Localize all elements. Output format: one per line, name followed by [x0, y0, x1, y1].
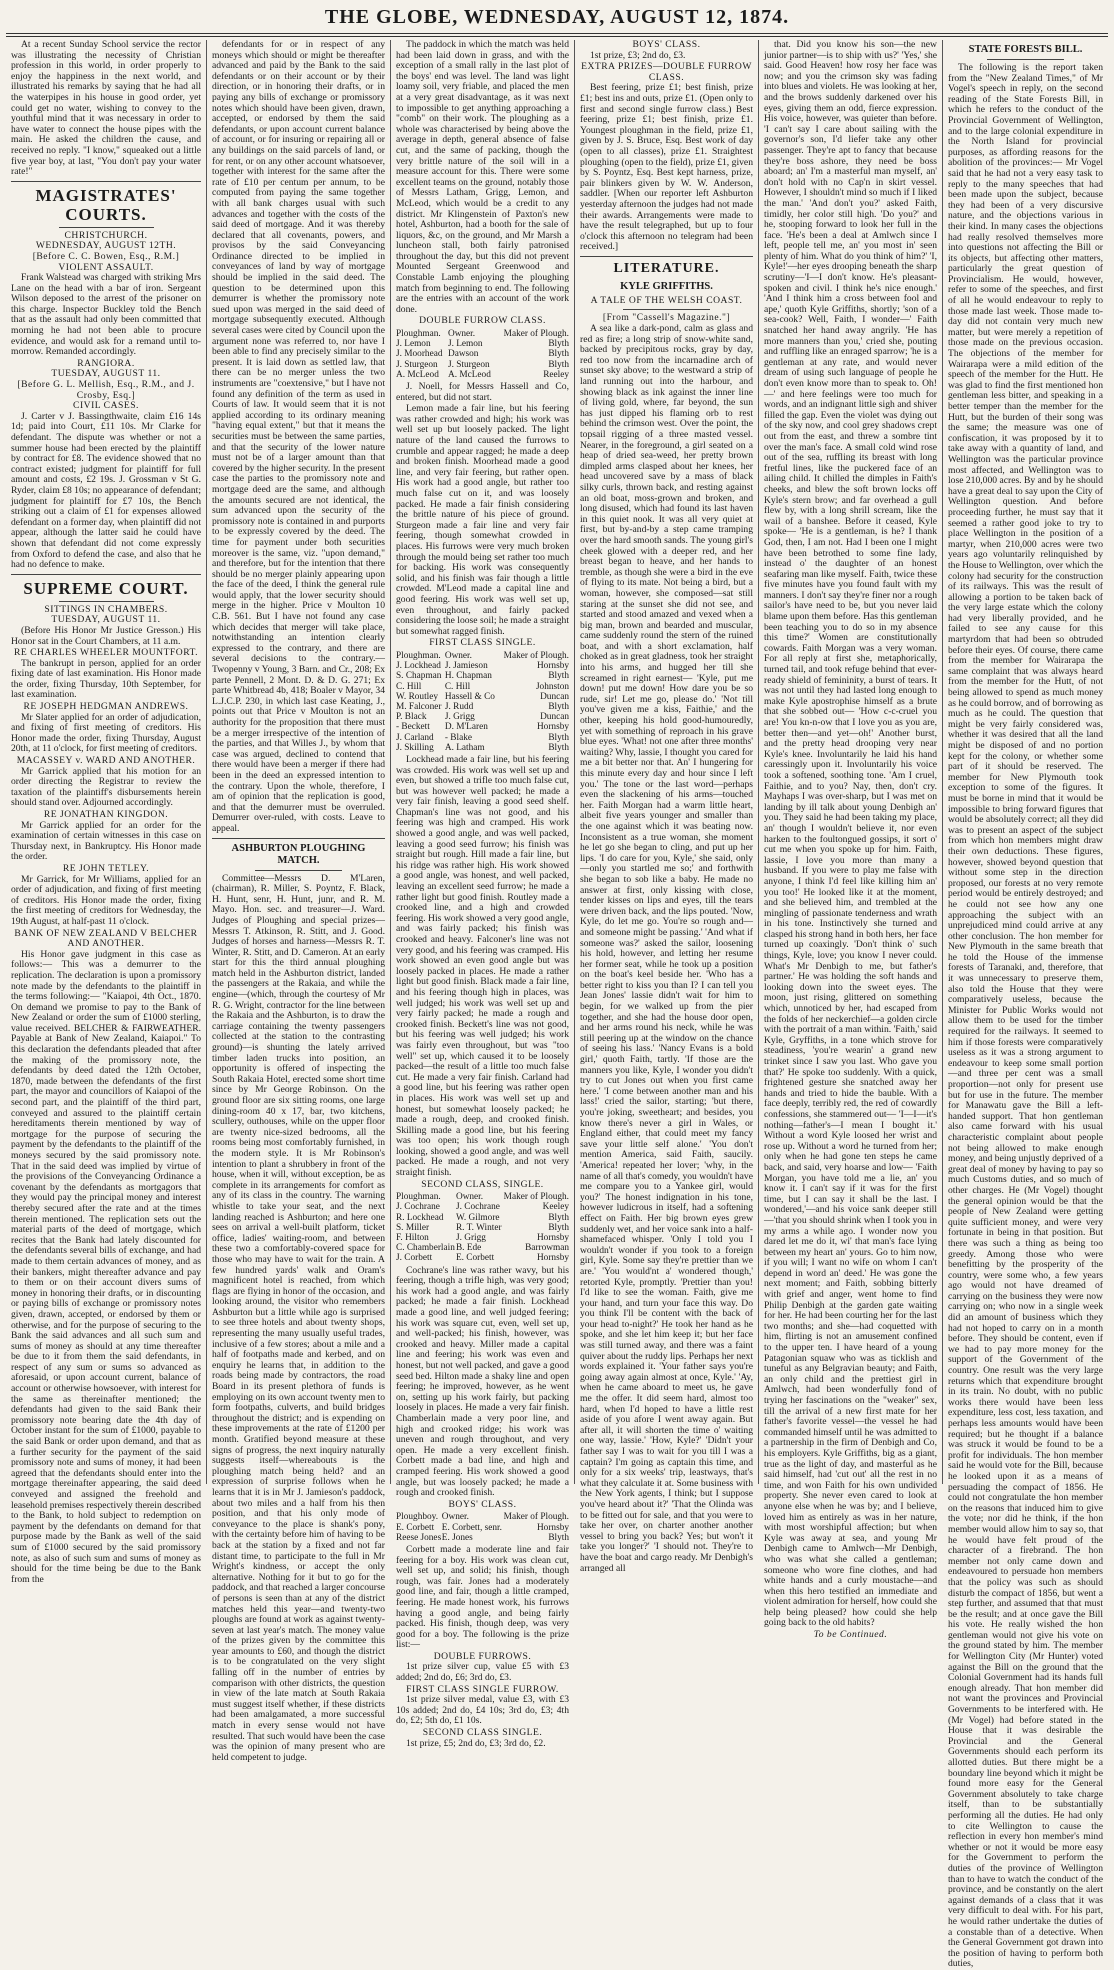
table-cell: J. Jamieson	[444, 661, 488, 672]
table-header: Maker of Plough.	[503, 329, 569, 340]
table-cell: C. Chamberlain	[396, 1243, 455, 1254]
table-cell: M. Falconer	[396, 701, 442, 712]
double-furrow-table	[396, 329, 569, 380]
table-cell: Duncan	[540, 691, 569, 702]
table-cell: R. Lockhead	[396, 1212, 444, 1223]
table-header: Ploughman.	[396, 650, 441, 661]
table-row	[396, 682, 569, 692]
table-row	[396, 743, 569, 753]
table-cell: Keeley	[542, 1202, 569, 1213]
christchurch-heading: CHRISTCHURCH.	[64, 229, 148, 241]
column-2	[206, 39, 390, 1763]
boys-class-report: Corbett made a moderate line and fair feering for a boy. His work was clean cut, well set up, and solid; his finish, though rough, was fair. Jones had a moderately good line, and fair, though a little cramped, feering. He made honest work, his furrows having a good angle, and being fairly packed. His finish, though deep, was very good for a boy. The following is the prize list:—	[396, 1543, 569, 1651]
table-row	[396, 1223, 569, 1233]
table-cell: J. Corbett	[396, 1253, 433, 1264]
table-cell: Hornsby	[536, 1233, 569, 1244]
table-cell: Johnston	[535, 681, 569, 692]
table-cell: J. Cochrane	[455, 1202, 500, 1213]
table-header: Maker of Plough.	[503, 1192, 569, 1203]
table-cell: J. Grigg	[455, 1233, 486, 1244]
table-cell: J. Rudd	[444, 701, 474, 712]
violent-assault-heading: VIOLENT ASSAULT.	[58, 261, 154, 273]
prize-text: 1st prize silver medal, value £3, with £3 10s added; 2nd do, £4 10s; 3rd do, £3; 4th do, £2; 5th do, £1 10s.	[396, 1694, 569, 1727]
christchurch-before: [Before C. C. Bowen, Esq., R.M.]	[32, 250, 180, 262]
table-header-row	[396, 329, 569, 339]
table-cell: Blyth	[548, 742, 569, 753]
divider	[623, 309, 710, 310]
table-header-row	[396, 1512, 569, 1522]
table-header: Maker of Plough.	[503, 1512, 569, 1523]
table-header: Owner.	[444, 650, 472, 661]
extra-prizes-text: Best feering, prize £1; best finish, prize £1; best ins and outs, prize £1. (Open only to first and second single furrow class.) Best feering, prize £1; best finish, prize £1. Youngest ploughman in the field, prize £1, given by J. S. Bruce, Esq. Best work of day (open to all classes), prize £1. Straightest ploughing (open to the field), prize £1, given by S. Poyntz, Esq. Best kept harness, prize, pair blinkers given by W. W. Anderson, saddler. [When our reporter left Ashburton yesterday afternoon the judges had not made their awards. Arrangements were made to have the result telegraphed, but up to four o'clock this afternoon no telegram had been received.]	[580, 82, 753, 253]
table-header: Owner.	[455, 1192, 484, 1203]
table-cell: E. Jones	[441, 1532, 473, 1543]
masthead-rule	[6, 33, 1108, 34]
table-cell: Barrowman	[525, 1243, 569, 1254]
table-cell: Hornsby	[536, 661, 569, 672]
ashburton-text: Committee—Messrs D. M'Laren, (chairman), R. Miller, S. Poyntz, F. Black, H. Hunt, senr, H. Hunt, junr, and R. M. Mayo. Hon. sec. and treasurer—J. Ward. Judges of Ploughing and special prizes—Messrs T. Atkinson, R. Stitt, and J. Good. Judges of horses and harness—Messrs R. T. Winter, R. Stitt, and D. Cameron. At an early start for this the third annual ploughing match held in the Ashburton district, landed the passengers at the Rakaia, and while the engine—(which, through the courtesy of Mr R. G. Wright, contractor for the line between the Rakaia and the Ashburton, is to draw the carriage containing the twenty passengers collected at the station to the contrasting ground)—is shunting the lately arrived timber laden trucks into position, an opportunity is offered of inspecting the South Rakaia Hotel, erected some short time since by Mr George Robinson. On the ground floor are six sitting rooms, one large dining-room 40 x 17, bar, two kitchens, scullery, outhouses, while on the upper floor are twenty nice-sized bedrooms, all the rooms being most comfortably furnished, in the modern style. It is Mr Robinson's intention to plant a shrubbery in front of the house, when it will, without exception, be as complete in its arrangements for comfort as any of its class in the country. The warning whistle to take your seat, and the next landing reached is Ashburton; and here one sees on arrival a well-built platform, ticket office, ladies' waiting-room, and between these two a comfortably-covered space for those who may have to wait for the train. A few hundred yards' walk and Oram's magnificent hotel is reached, from which flags are flying in honor of the occasion, and looking around, the visitor who remembers Ashburton but a little while ago is surprised to see three hotels and about twenty shops, representing the many usually useful trades, inclusive of a few stores; about a mile and a half of footpaths made and kerbed, and on enquiry he learns that, in addition to the roads being made by contractors, the road Board in its present plethora of funds is employing on its own account twenty men to form footpaths, culverts, and build bridges throughout the district; and is expending on these improvements at the rate of £1200 per month. Gratified beyond measure at these signs of progress, the next inquiry naturally suggests itself—whereabouts is the ploughing match being held? and an expression of surprise follows when he learns that it is in Mr J. Jamieson's paddock, about two miles and a half from his then position, and that his only mode of conveyance to the place is shank's pony, with the certainty before him of having to be back at the station by a fixed and not far distant time, to participate to the full in Mr Wright's kindness, or accept the only alternative. Nothing for it but to go for the paddock, and that reached a larger concourse of persons is seen than at any of the district matches held this year—and twenty-two ploughs are found at work as against twenty-seven at last year's match. The money value of the prizes given by the committee this year amounts to £60, and though the district is to be congratulated on the very slight falling off in the number of entries by comparison with other districts, the question in view of the late match at South Rakaia must suggest itself whether, if these districts had been amalgamated, a more successful match in every sense would not have resulted. That such would have been the case was the opinion of many present who are held competent to judge.	[212, 872, 385, 1763]
columns	[6, 39, 1108, 1970]
to-be-continued: To be Continued.	[813, 1629, 888, 1641]
table-row	[396, 661, 569, 671]
table-cell: S. Miller	[396, 1222, 430, 1233]
table-cell: Reeley	[543, 369, 569, 380]
story-text: A sea like a dark-pond, calm as glass and red as fire; a long strip of snow-white sand, backed by precipitous rocks, gray by day, red too now from the incarnadine arch of sunset sky above; to the westward a strip of land running out into the harbour, and showing black as ink against the inner line of living gold, where, far beyond, the sun has just dipped his flaming orb to rest behind the crimson west. Over the point, the topsail rigging of a three masted vessel. Nearer, in the foreground, a girl seated on a heap of dried sea-weed, her pretty brown dimpled arms clasped about her knees, her head uncovered save by a mass of black silky curls, thrown back, and resting against an old boat, moss-grown and broken, and long disused, which had found its last haven in this quiet nook. It was all very quiet at first, but by-and-by a step came tramping over the hard smooth sands. The young girl's cheek glowed with a deeper red, and her breast began to heave, and her hands to tremble, as though she were a bird in the eve of flying to its mate. Not being a bird, but a woman, however, she composed—sat still staring at the sunset she did not see, and started and stood amazed and vexed when a big man, brown and bearded and muscular, came suddenly round the stern of the ruined boat, and with a short exclamation, half choked as in great gladness, took her straight into his arms, and hugged her till she screamed in right earnest— 'Kyle, put me down! put me down! How dare you be so rude, sir! Let me go, please do.' 'Not till you've given me a kiss, Faithie,' and the other, keeping his hold good-humouredly, yet with something of reproach in his grave blue eyes. 'What! not one after three months' waiting? Why, lassie, I thought you cared for me a bit better nor that. An' I hungering for this minute every day and hour since I left you.' The tone or the last word—perhaps even the slackening of his arms—touched her. Faith Morgan had a warm little heart, albeit five years younger and smaller than the one against which it was beating now. Inconsistent as a true woman, she moment he let go she began to cling, and put up her lips. 'I do care for you, Kyle,' she said, only—only you startled me so;' and forthwith she began to sob like a baby. He made no answer at first, only kissing with close, tender kisses on lips and eyes, till the tears were driven back, and the lips pouted. 'Now, Kyle, do let me go. You're so rough and—and someone might be passing.' 'And what if someone was?' asked the sailor, loosening his hold, however, and letting her resume her former seat, while he took up a position on the boat's keel beside her. 'Who has a better right to kiss you than I? I can tell you Jean Jones' lassie didn't wait for him to begin, for we walked up from the pier together, and she had the house door open, and her arms round his neck, while he was still peering up at the window on the chance of seeing his lass.' 'Nancy Evans is a bold girl,' quoth Faith, tartly. 'If those are the manners you like, Kyle, I wonder you didn't try to cut Jones out when you first came here.' 'I come between another man and his lass!' cried the sailor, starting; 'but there, you're joking, sweetheart; and besides, you know there's never a girl in Wales, or England either, that could meet my fancy save your little self alone.' 'You don't mention America, said Faith, saucily. 'America! repeated her lover; 'why, in the name of all that's comedy, you wouldn't have me compare you to a Yankee girl, would you?' The honest indignation in his tone, however ludicrous in itself, had a softening effect on Faith. Her big brown eyes grew suddenly wet, and her voice sank into a half-shamefaced whisper. 'Only I told you I wouldn't wonder if you took to a foreign girl, Kyle. Some say they're prettier than we are.' 'You would'nt a' wondered though,' retorted Kyle, promptly. 'Prettier than you! I'd like to see the woman. Faith, give me your hand, and turn your face this way. Do you think I'll be content with the back of your head to-night?' He took her hand as he spoke, and she let him keep it; but her face was still turned away, and there was a faint quiver about the ruddy lips. Perhaps her next words explained it. 'Your father says you're going away again almost at once, Kyle.' 'Ay, when he came aboard to meet us, he gave me the offer. It did seem hard, almost too hard, when I'd hoped to have a little rest aside of you afore I went away again. But after all, it will shorten the time o' waiting one way, lassie.' 'How, Kyle?' 'Didn't your father say I was to wait for you till I was a captain? I'm going as captain this time, and only for a six weeks' trip, leastways, that's what they calculate it at. Some business with the New York agents, I think; but I suppose you've heard about it?' 'That the Olinda was to be fitted out for sale, and that you were to take her over, on charter another another vessel to bring you back? Yes; but won't it take you longer?' 'I should not. They're to have the boat and cargo ready. Mr Denbigh's arranged all	[580, 323, 753, 1574]
table-cell: A. Latham	[444, 742, 485, 753]
second-class-report: Cochrane's line was rather wavy, but his feering, though a trifle high, was very good; his work had a good angle, and was fairly packed; he made a fair finish. Lockhead made a good line, and well judged feering; his work was square cut, even, well set up, and well-packed; his finish, however, was crooked and heavy. Miller made a capital line and feering; his work was even and honest, but not well packed, and gave a good seed bed. Hilton made a shaky line and open feering; he improved, however, as he went on, setting up his work fairly, but packing loosely in places. He made a very fair finish. Chamberlain made a very poor line, and high and crooked ridge; his work was uneven and rough throughout, and very open. He made a very excellent finish. Corbett made a bad line, and high and cramped feering. His work showed a good angle, but was loosely packed; he made a rough and crooked finish.	[396, 1264, 569, 1499]
column-6	[942, 40, 1108, 1970]
first-class-report: Lockhead made a fair line, but his feering was crowded. His work was well set up and even, but showed a trifle too much false cut, but was however well packed; he made a very fair finish, leaving a good seed shelf. Chapman's line was not good, and his feering was high and cramped. His work showed a good angle, and was well packed, leaving a good seed furrow; his finish was straight but rough. Hill made a fair line, but his ridge was rather high. His work showed a good angle, was honest, and well packed, leaving an excellent seed furrow; he made a rather light but good finish. Routley made a crooked line, and a high and crowded feering. His work showed a very good angle, and was fairly packed; his finish was crooked and heavy. Falconer's line was not very good, and his feering was cramped. His work showed an even good angle but was loosely packed in places. He made a rather light but good finish. Black made a fair line, and his feering though high in places, was well judged; his work was well set up and very fairly packed; he made a rough and crooked finish. Beckett's line was not good, but his feering was well judged; his work was fairly even throughout, but was "too well" set up, which caused it to be loosely packed—the result of a little too much false cut. He made a very fair finish. Carland had a good line, but his feering was rather open in places. His work was well set up and honest, but somewhat loosely packed; he made a rough, deep, and crooked finish. Skilling made a good line, but his feering was too open; his work though rough looking, showed a good angle, and was well packed. He made a rough, and not very straight finish.	[396, 753, 569, 1179]
table-row	[396, 1243, 569, 1253]
column-4	[574, 39, 758, 1574]
divider	[987, 59, 1065, 60]
sittings-heading: SITTINGS IN CHAMBERS.	[44, 603, 168, 615]
divider	[59, 227, 154, 228]
table-header-row	[396, 651, 569, 661]
case-heading: RE CHARLES WHEELER MOUNTFORT.	[13, 647, 199, 659]
table-cell: J. Moorhead	[396, 349, 443, 360]
table-header: Ploughman.	[396, 329, 441, 340]
case-text: Mr Garrick applied for an order for the examination of certain witnesses in this case on Thursday next, in Bankruptcy. His Honor made the order.	[11, 819, 201, 863]
prize-heading: DOUBLE FURROWS.	[433, 1650, 532, 1662]
ploughing-text: The paddock in which the match was held had been laid down in grass, and with the exception of a small rally in the last plot of the boys' end was level. The land was light loamy soil, very friable, and placed the men at a very great disadvantage, as it was next to impossible to get anything approaching a "comb" on their work. The ploughing as a whole was characterised by being above the average in depth, general absence of false cut, and the same of packing, though the very brittle nature of the soil will in a measure account for this. There were some excellent teams on the ground, notably those of Messrs Latham, Grigg, Lemon, and McLeod, which would be a credit to any district. Mr Klingenstein of Paxton's new hotel, Ashburton, had a booth for the sale of liquors, &c, on the ground, and Mr Marsh a luncheon stall, both fairly patronised throughout the day, but this did not prevent Mounted Sergeant Greenwood and Constable Lamb enjoying the ploughing match from beginning to end. The following are the entries with an account of the work done.	[396, 39, 569, 315]
table-cell: Dawson	[447, 349, 479, 360]
table-header: Maker of Plough.	[503, 650, 569, 661]
case-heading: BANK OF NEW ZEALAND V BELCHER AND ANOTHER.	[14, 927, 198, 950]
sittings-before: (Before His Honor Mr Justice Gresson.) His Honor sat in the Court Chambers, at 11 a.m.	[11, 624, 201, 647]
table-cell: J. Skilling	[396, 742, 434, 753]
table-row	[396, 370, 569, 380]
table-row	[396, 349, 569, 359]
table-cell: J. Lemon	[447, 339, 483, 350]
table-row	[396, 360, 569, 370]
table-header: Owner.	[441, 1512, 469, 1523]
double-furrow-heading: DOUBLE FURROW CLASS.	[419, 315, 546, 327]
table-row	[396, 671, 569, 681]
case-heading: MACASSEY v. WARD AND ANOTHER.	[16, 755, 196, 767]
table-cell: Blyth	[548, 671, 569, 682]
case-text: His Honor gave judgment in this case as follows:— This was a demurrer to the replication. The declaration is upon a promissory note made by the defendants to the plaintiff in the terms following:— "Kaiapoi, 4th Oct., 1870. On demand we promise to pay to the Bank of New Zealand or order the sum of £1000 sterling, value received. BELCHER & FAIRWEATHER. Payable at Bank of New Zealand, Kaiapoi." To this declaration the defendants pleaded that after the making of the promissory note, the defendants by deed dated the 12th October, 1870, made between the defendants of the first part, the mayor and councillors of Kaiapoi of the second part, and the plaintiff of the third part, conveyed and assured to the plaintiff certain hereditaments therein mentioned by way of mortgage for the purpose of securing the payment by the defendants to the plaintiff of the moneys secured by the said promissory note. That in the said deed was implied by virtue of the provisions of the Conveyancing Ordinance a covenant by the defendants as mortgagors that they would pay the principal money and interest thereby secured after the rate and at the times therein mentioned. The replication sets out the material parts of the deed of mortgage, which recites that the Bank had lately discounted for the defendants several bills of exchange, and had made to them certain advances of money, and as their bankers, might thereafter advance and pay to them or on their account divers sums of money in honoring their drafts, or in discounting or paying bills of exchange or promissory notes given, drawn, accepted, or endorsed by them or otherwise, and for the purpose of securing to the Bank the said advances and all such sum and sums of money as should at any time thereafter be due to it from them the said defendants, in respect of any sum or sums so advanced as aforesaid, or upon account current, balance of account or otherwise howsoever, with interest for the same as thereinafter mentioned; the defendants had given to the said Bank their promissory note bearing date the 4th day of October instant for the sum of £1000, payable to the said Bank or order upon demand, and that as a further security for the payment of the said promissory note and sums of money, it had been agreed that the defendants should enter into the mortgage thereinafter appearing, the said deed conveyed and assigned the freehold and leasehold premises respectively therein described to the Bank, to hold subject to redemption on payment by the defendants on demand for that purpose made by the Bank as well of the said sum of £1000 secured by the said promissory note, as also of such sum and sums of money as should for the time being be due to the Bank from the	[11, 948, 201, 1585]
table-row	[396, 722, 569, 732]
table-row	[396, 1523, 569, 1533]
table-header: Ploughboy.	[396, 1512, 439, 1523]
story-title: KYLE GRIFFITHS.	[620, 280, 713, 292]
literature-heading: LITERATURE.	[613, 260, 720, 276]
table-row	[396, 712, 569, 722]
first-class-table	[396, 651, 569, 753]
table-cell: Blyth	[548, 732, 569, 743]
table-header: Ploughman.	[396, 1192, 441, 1203]
prize-text: 1st prize, £5; 2nd do, £3; 3rd do, £2.	[406, 1737, 546, 1749]
violent-assault-text: Frank Walstead was charged with striking Mrs Lane on the head with a bar of iron. Sergeant Wilson deposed to the arrest of the prisoner on this charge. Inspector Buckley told the Bench that as the assault had only been committed that morning he had not been able to procure evidence, and would ask for a remand until to-morrow. Remanded accordingly.	[11, 272, 201, 358]
table-row	[396, 1233, 569, 1243]
case-heading: RE JONATHAN KINGDON.	[43, 809, 169, 820]
divider	[255, 870, 342, 871]
table-row	[396, 1213, 569, 1223]
divider	[212, 838, 385, 839]
state-forests-text: The following is the report taken from the "New Zealand Times," of Mr Vogel's speech in reply, on the second reading of the State Forests Bill, in which he refers to the conduct of the Provincial Government of Wellington, and to the large colonial expenditure in the North Island for provincial purposes, as affording reasons for the abolition of the provinces:— Mr Vogel said that he had not a very easy task to reply to the many speeches that had been made upon the subject, because they had been of a very discursive nature, and the objections various in their kind. In many cases the objections had really resolved themselves more into questions not affecting the Bill or its objects, but affecting other matters, particularly the great question of Provincialism. He would, however, refer to some of the speeches, and first of all he would endeavour to reply to those made last week. Those made to-day did not contain very much new matter, but were merely a repetition of those made on the previous occasion. The objections of the member for Wairarapa were a mild edition of the speech of the member for the Hutt. He was glad to find the first mentioned hon gentleman less bitter, and speaking in a better temper than the member for the Hutt, but the burden of their song was the same; the measure was one of confiscation, it was proposed by it to take away with a quantity of land, and Wellington was the particular province most affected, and Wellington was to lose 210,000 acres. By and by he should have a great deal to say upon the City of Wellington question. And before proceeding further, he must say that it seemed a rather good joke to try to place Wellington in the position of a martyr, when 210,000 acres were two years ago voluntarily relinquished by the House to Wellington, over which the colony had security for the construction of its railways. This was the result of allowing a portion to be taken back of the very large estate which the colony had very liberally provided, and he failed to see any cause for this martyrdom that had been so obtruded before their eyes. Of course, there came from the member for Wairarapa the same complaint that was always heard from the member for the Hutt, of not being allowed to spend as much money as he could borrow, and of borrowing as much as he could. The question that might be very fairly considered was, whether it was desired that all the land might be disposed of and no portion kept for the colony, or whether some part of it should be reserved. The member for New Plymouth took exception to some of the figures. It must be borne in mind that it would be impossible to bring forward figures that would be absolutely correct; all they did was to present an aspect of the subject from which hon members might draw their own deductions. These figures, however, showed beyond question that without some step in the direction proposed, our forests at no very remote period would be entirely destroyed; and he could not see how any one approaching the subject with an unprejudiced mind could arrive at any other conclusion. The hon member for New Plymouth in the same breath that he told the House of the immense forests of Taranaki, and, therefore, that it was unnecessary to preserve them, also told the House that they were comparatively useless, because the Minister for Public Works would not allow them to be used for the timber required for the railways. It seemed to him if those forests were comparatively useless as it was a strong argument to endeavour to keep some small portion—and three per cent was a small proportion—not only for present use but for use in the future. The member for Manawatu gave the Bill a left-handed support. That hon gentleman also came forward with his usual characteristic complaint about people not being allowed to make enough money, and being unjustly deprived of a great deal of money by having to pay so much Customs duties, and so much of other charges. He (Mr Vogel) thought the general opinion would be that the people of New Zealand were getting quite sufficient money, and were very fortunate in being in that position. But there was such a thing as being too greedy. Among those who were benefitting by the prosperity of the country, were some who, a few years ago would not have dreamed of carrying on the business they were now carrying on; who now in a single week did an amount of business which they had not hoped to carry on in a month before. They should be content, even if we had to pay more money for the support of the Government of the country. One result was the very large returns which that expenditure brought in its train. No doubt, with no public works there would have been less expenditure, less cost, less taxation, and perhaps less amounts would have been required; but he thought if a balance was struck it would be found to be a profit for individuals. The hon member said he would vote for the Bill, because he looked upon it as a means of persuading the compact of 1856. He could not congratulate the hon member on the reasons that induced him to give the vote; nor did he think, if the hon member would allow him to say so, that he would have felt proud of the character of a firebrand. The hon member not only came down and endeavoured to persuade hon members that the policy was such as should disturb the compact of 1856, but went a step further, and assumed that that must be the result; and at once gave the Bill his vote. He really wished the hon gentleman would not give his vote on the ground stated by him. The member for Wellington City (Mr Hunter) voted against the Bill on the ground that the Colonial Government had its hands full enough already. That hon member did not want the provinces and Provincial Governments to be interfered with. He (Mr Vogel) had before stated in the House that it was desirable the Provincial and the General Governments should each perform its allotted duties. But there might be a boundary line beyond which it might be found more easy for the General Government absolutely to take charge itself, than to be substantially performing all the duties. He had only to cite Wellington to cause the reflection in every hon member's mind whether or not it would be more easy for the Government to perform the duties of the province of Wellington than to have to watch the conduct of the province, and be constantly on the alert against demands of a class that it was very difficult to deal with. For his part, he would rather undertake the duties of a constable than of a detective. When the General Government got drawn into the position of having to perform both duties,	[948, 62, 1103, 1970]
state-forests-heading: STATE FORESTS BILL.	[968, 44, 1083, 55]
case-text: Mr Garrick applied that his motion for an order directing the Registrar to review the taxation of the plaintiff's disbursements herein should stand over. Adjourned accordingly.	[11, 765, 201, 809]
civil-cases-heading: CIVIL CASES.	[73, 400, 139, 412]
table-cell: E. Corbett	[455, 1253, 495, 1264]
story-subtitle: A TALE OF THE WELSH COAST.	[590, 294, 743, 306]
first-class-heading: FIRST CLASS SINGLE.	[429, 637, 536, 649]
table-cell: J. Cochrane	[396, 1202, 440, 1213]
table-cell: W. Gilmore	[455, 1212, 500, 1223]
double-furrow-report: Lemon made a fair line, but his feering was rather crowded and high; his work was well set up but loosely packed. The light nature of the land caused the furrows to crumble and appear ragged; he made a deep and broken finish. Moorhead made a good line, and very fair feering, but rather open. His work had a good angle, but rather too much false cut on it, and was loosely packed. He made a fair finish considering the brittle nature of his piece of ground. Sturgeon made a fair line and very fair feering, though somewhat crowded in places. His furrows were very much broken through the mould being set rather too much for backing. His work was consequently solid, and his finish was fair though a little crowded. M'Leod made a capital line and good feering. His work was well set up, even throughout, and fairly packed considering the loose soil; he made a straight but somewhat ragged finish.	[396, 403, 569, 637]
table-cell: Hornsby	[536, 722, 569, 733]
table-cell: D. M'Laren	[444, 722, 488, 733]
table-cell: Hornsby	[536, 1522, 569, 1533]
prize-text: 1st prize silver cup, value £5 with £3 added; 2nd do, £6; 3rd do, £3.	[396, 1661, 569, 1684]
column-5	[758, 39, 942, 1641]
second-class-heading: SECOND CLASS, SINGLE.	[421, 1178, 544, 1190]
divider	[11, 574, 201, 575]
boys-class-heading: BOYS' CLASS.	[448, 1498, 517, 1510]
divider	[580, 256, 753, 257]
table-cell: Reese Jones	[396, 1532, 442, 1543]
table-cell: Blyth	[548, 1222, 569, 1233]
table-cell: Hassell & Co	[444, 691, 495, 702]
rangiora-date: TUESDAY, AUGUST 11.	[51, 368, 161, 380]
masthead-rule-2	[6, 36, 1108, 37]
sittings-date: TUESDAY, AUGUST 11.	[51, 614, 161, 626]
judgment-continued-text: defendants for or in respect of any moneys which should or might be thereafter advanced and paid by the Bank to the said defendants or on their account or by their direction, or in honoring their drafts, or in paying any bills of exchange or promissory notes which should have been given, drawn, accepted, or endorsed by them the said defendants, or upon account current balance of account, or for insuring or repairing all or any buildings on the said parcels of land, or for rent, or on any other account whatsoever, together with interest for the same after the rate of £10 per centum per annum, to be computed from paying the same together with all bank charges usual with such advances and together with the costs of the said deed of mortgage. And it was thereby declared that all covenants, powers, and provisos by the said Conveyancing Ordinance directed to be implied in conveyances of land by way of mortgage should be implied in the said deed. The question to be determined upon this demurrer is whether the promissory note sued upon was merged in the said deed of mortgage subsequently executed. Although several cases were cited by Council upon the argument none was referred to, nor have I been able to find any precisely similar to the present. It is laid down as settled law, that there can be no merger unless the two instruments are "coextensive," but I have not found any definition of the term as used in Courts of law. It would seem that it is not applied according to its ordinary meaning "having equal extent," but that it means the securities must be between the same parties, and that the security of the lower nature must not be of a larger amount than that covered by the higher security. In the present case the parties to the promissory note and mortgage deed are the same, and although the amounts secured are not identical, the sum advanced upon the security of the promissory note is contained in and purports to be expressly covered by the deed. The time for payment under both securities moreover is the same, viz. "upon demand," and therefore, but for the intention that there should be no merger plainly appearing upon the face of the deed, I think the general rule would apply, that the lower security should merge in the higher. Price v Moulton 10 C.B. 561. But I have not found any case which decides that merger will take place, notwithstanding an intention clearly expressed to the contrary, and there are several decisions to the contrary.—Twopenny v Young, 3 Barn. and Cr., 208; Ex parte Pennell, 2 Mont. D. & D. G. 271; Ex parte Whitbread 4b, 418; Boaler v Mayor, 34 L.J.C.P. 230, in which last case Keating, J., points out that Price v Moulton is not an authority for the proposition that there must be a merger irrespective of the intention of the parties, and that Willes J., by whom that case was argued, declined to contend that there would have been a merger if there had been in the deed an expressed intention to the contrary. Upon the whole, therefore, I am of opinion that the replication is good, and that the demurrer must be overruled. Demurrer over-ruled, with costs. Leave to appeal.	[212, 39, 385, 834]
table-cell: A. McLeod	[447, 369, 491, 380]
table-cell: P. Black	[396, 712, 427, 723]
table-cell: F. Hilton	[396, 1233, 429, 1244]
rangiora-heading: RANGIORA.	[77, 357, 135, 369]
table-cell: Duncan	[540, 712, 569, 723]
table-cell: R. T. Winter	[455, 1222, 502, 1233]
table-cell: Blyth	[548, 701, 569, 712]
table-cell: Hornsby	[536, 1253, 569, 1264]
boys-prize-text: 1st prize, £3; 2nd do, £3.	[590, 49, 686, 61]
case-text: Mr Slater applied for an order of adjudication, and fixing of first meeting of creditors. His Honor made the order, fixing Thursday, August 20th, at 11 o'clock, for first meeting of creditors.	[11, 711, 201, 755]
prize-heading: SECOND CLASS SINGLE.	[422, 1727, 543, 1739]
double-furrow-note: J. Noell, for Messrs Hassell and Co, entered, but did not start.	[396, 381, 569, 403]
case-text: Mr Garrick, for Mr Williams, applied for an order of adjudication, and fixing of first meeting of creditors. His Honor made the order, fixing the first meeting of creditors for Wednesday, the 19th August, at half-past 11 o'clock.	[11, 873, 201, 927]
table-cell: Blyth	[548, 359, 569, 370]
table-cell: J. Sturgeon	[396, 359, 438, 370]
table-row	[396, 1533, 569, 1543]
table-cell: Blyth	[548, 339, 569, 350]
table-cell: E. Corbett	[396, 1522, 435, 1533]
table-cell: H. Chapman	[444, 671, 492, 682]
prize-heading: FIRST CLASS SINGLE FURROW.	[406, 1683, 559, 1695]
masthead	[0, 0, 1114, 36]
civil-cases-text: J. Carter v J. Bassingthwaite, claim £16 14s 1d; paid into Court, £11 10s. Mr Clarke for defendant. The dispute was whether or not a summer house had been erected by the plaintiff by contract for £8. The evidence showed that no contract existed; judgment for plaintiff for full amount and costs, £2 19s. J. Grossman v St G. Ryder, claim £8 10s; no appearance of defendant; judgment for plaintiff for £7 10s, the Bench striking out a claim of £1 for expenses allowed defendant on a former day, when plaintiff did not appear, although the latter said he could have shown that defendant did not come expressly from Oxford to defend the case, and also that he had no defence to make.	[11, 410, 201, 571]
table-cell: Blyth	[548, 1212, 569, 1223]
boys-class-table	[396, 1512, 569, 1543]
story-text-continued: that. Did you know his son—the new junior partner—is to ship with us?' 'Yes,' she said. Good Heaven! how rosy her face was now; and you the crimson sky was fading into blues and violets. He was looking at her, and the brows suddenly darkened over his eyes, giving them an odd, fierce expression. His voice, however, was quieter than before. 'I can't say I care about sailing with the governor's son, I'd liefer take any other passenger. They're apt to fancy that because they're boss ashore, they need be boss aboard; an' I'm a masterful man myself, an' don't hold with no Cap'n in skirt vessel. However, I shouldn't mind so much if I liked the man.' 'And don't you?' asked Faith, timidly, her color still high. 'Do you?' and he, stooping forward to look her full in the face. 'He's been a deal at Amlwch since I left, people tell me, an' you most in' seen plenty of him. What do you think of him?' 'I, Kyle!'—her eyes drooping beneath the sharp scrutiny—'I—I don't know. He's pleasant-spoken and civil. I think he's nice enough.' 'And I think him a cross between fool and ape,' quoth Kyle Griffiths, shortly; 'son of a sea-cook? Well, Faith, I wonder—' Faith snatched her hand away angrily. 'He has more manners than you,' cried she, pouting and ruffling like an enraged sparrow; 'he is a gentleman at any rate, and would never dream of using such language of people he don't even know more than to speak to. Oh!—' and here feelings were too much for words, and an indignant little sigh and shiver filled the gap. Even the violet was dying out of the sky now, and cool grey shadows crept out from the east, and threw a sombre tint over the man's face. A small cold wind rose out of the sea, ruffling its breast with long fretful lines, like the puckered face of an ailing child. It chilled the dimples in Faith's cheeks, and blew the soft brown locks off Kyle's stern brow; and far overhead a gull flew by, with a long shrill scream, like the wail of a banshee. Before it ceased, Kyle spoke— 'He is a gentleman, is he? I thank God, then, I am not. Had I been one I might have been betrothed to some fine lady, instead o' the daughter of an honest seafaring man like myself. Faith, twice these five minutes have you found fault with my manners. I don't say they're finer nor a rough sailor's have need to be, but you never laid blame upon them before. Has this gentleman been teaching you to do so in my absence this time?' Women are constitutionally cowards. Faith Morgan was a very woman. For all reply at first she, metaphorically, turned tail, and took refuge behind that ever-ready shield of femininity, a burst of tears. It was not until they had lasted long enough to make Kyle apostrophise himself as a brute that she sobbed out— 'How c-c-cruel you are! You kn-n-ow that I love you as you are, better then—and yet—oh!' Another burst, and the pretty head drooping very near Kyle's knee. Involuntarily he laid his hand caressingly upon it. Involuntarily his voice took a softened, soothing tone. 'Am I cruel, Faithie, and to you? Nay, then, don't cry. Mayhaps I was over-sharp, but I was met on landing by ill talk about young Denbigh an' you. They said he had been taking my place, an' though I wouldn't believe it, nor even harken to the foultongued gossips, it sort o' cut me when you spoke up for him. Faith, lassie, I love you more than many a husband. If you were to play me false with anyone, I think I'd feel like killing him an' you too!' He looked like it at the moment, and she believed him, and trembled at the mingling of passionate tenderness and wrath in his tone. Instinctively she turned and clasped his strong hand in both hers, her face turned up coaxingly. 'Don't think o' such things, Kyle, love; you know I never could. What's Mr Denbigh to me, but father's partner.' He was holding the soft hands and looking down into the sweet eyes. The moon, just rising, glittered on something which, unnoticed by her, had escaped from the folds of her neckerchief—a golden circle with the portrait of a man within. 'Faith,' said Kyle, Gryffiths, in a tone which strove for steadiness, 'you're wearin' a grand new trinket since I saw you last. Who gave you that?' He spoke too suddenly. With a quick, frightened gesture she snatched away her hands and tried to hide the bauble. With a face deeply, terribly red, the red of cowardly confessions, she stammered out— 'I—I—it's nothing—father's—I mean I bought it.' Without a word Kyle loosed her wrist and rose up. Without a word he turned from her; only when he had gone ten steps he came back, and said, very hoarse and low— 'Faith Morgan, you have told me a lie, an' you know it. I can't say if it was for the first time, but I can say it shall be the last. I wondered,'—and his voice sank deeper still—'that you should shrink when I took you in my arms a while ago. I wonder now you dared let me do it, wi' that man's face lying between my heart an' yours. Go to him now, if you will; I want no wife on whom I can't depend in word an' deed.' He was gone the next moment; and Faith, sobbing bitterly with grief and anger, went home to find Philip Denbigh at the garden gate waiting for her. He had been courting her for the last two months; and she—had coquetted with him, flirting is not an amusement confined to the upper ten. I have heard of a young Patagonian squaw who was as ticklish and tuneful as any Belgravian beauty; and Faith, an only child and the prettiest girl in Amlwch, had been wonderfully fond of trying her fascinations on the "weaker" sex, till the arrival of a new first mate for her father's favorite vessel—the vessel he had commanded himself until he was admitted to a partnership in the firm of Denbigh and Co, his employers. Kyle Griffiths, big as a giant, true as the light of day, and masterful as he said himself, had 'cut out' all the rest in no time, and won Faith for his own undivided property. She never even cared to look at anyone else when he was by; and I believe, loved him as entirely as was in her nature, with most worshipful affection; but when Kyle was away at sea, and young Mr Denbigh came to Amlwch—Mr Denbigh, who was what she called a gentleman; someone who wore fine clothes, and had white hands and a curly moustache—and when this hero testified an immediate and violent admiration for herself, how could she help being pleased? how could she help going back to the old habits?	[764, 39, 937, 1629]
table-cell: C. Hill	[396, 681, 422, 692]
story-source: [From "Cassell's Magazine."]	[602, 312, 731, 324]
case-text: The bankrupt in person, applied for an order fixing date of last examination. His Honor made the order, fixing Thursday, 10th September, for last examination.	[11, 657, 201, 701]
column-1	[6, 39, 206, 1585]
table-row	[396, 702, 569, 712]
divider	[59, 601, 154, 602]
table-cell: J. Carland	[396, 732, 434, 743]
table-cell: J. Lemon	[396, 339, 431, 350]
table-cell: S. Chapman	[396, 671, 442, 682]
table-cell: - Blake	[444, 732, 472, 743]
ashburton-ploughing-heading: ASHBURTON PLOUGHING MATCH.	[231, 842, 366, 866]
table-row	[396, 733, 569, 743]
christchurch-date: WEDNESDAY, AUGUST 12TH.	[35, 240, 177, 252]
supreme-court-heading: SUPREME COURT.	[23, 578, 189, 598]
table-header: Owner.	[447, 329, 476, 340]
table-row	[396, 1202, 569, 1212]
rangiora-before: [Before G. L. Mellish, Esq., R.M., and J. Crosby, Esq.]	[17, 379, 195, 401]
table-cell: C. Hill	[444, 681, 471, 692]
divider	[11, 181, 201, 182]
table-row	[396, 1253, 569, 1263]
table-cell: B. Ede	[455, 1243, 482, 1254]
table-row	[396, 339, 569, 349]
second-class-table	[396, 1192, 569, 1263]
table-row	[396, 692, 569, 702]
table-cell: J. Grigg	[444, 712, 475, 723]
table-cell: A. McLeod	[396, 369, 439, 380]
table-cell: J. Sturgeon	[447, 359, 490, 370]
masthead-title: THE GLOBE, WEDNESDAY, AUGUST 12, 1874.	[324, 6, 790, 28]
table-cell: - Beckett	[396, 722, 430, 733]
magistrates-courts-heading: MAGISTRATES' COURTS.	[35, 185, 177, 224]
table-cell: Blyth	[548, 349, 569, 360]
table-cell: E. Corbett, senr.	[441, 1522, 502, 1533]
case-heading: RE JOHN TETLEY.	[62, 862, 150, 874]
intro-paragraph: At a recent Sunday School service the rector was illustrating the necessity of Christian profession in this world, in order properly to enjoy the happiness in the next world, and illustrated his remarks by saying that he had all the waterpipes in his house in good order, yet could get no water, wishing to convey to the youthful mind that it was necessary in order to have water to connect the house pipes with the main. He asked the children the cause, and received no reply. "I know," squeaked out a little five year boy, at last, "You don't pay your water rate!"	[11, 39, 201, 178]
table-cell: J. Lockhead	[396, 661, 441, 672]
table-cell: Blyth	[548, 1532, 569, 1543]
boys-class-heading: BOYS' CLASS.	[632, 39, 701, 50]
table-cell: W. Routley	[396, 691, 439, 702]
column-3	[390, 39, 574, 1749]
table-header-row	[396, 1192, 569, 1202]
case-heading: RE JOSEPH HEDGMAN ANDREWS.	[23, 701, 189, 713]
extra-prizes-heading: EXTRA PRIZES—DOUBLE FURROW CLASS.	[581, 61, 752, 83]
